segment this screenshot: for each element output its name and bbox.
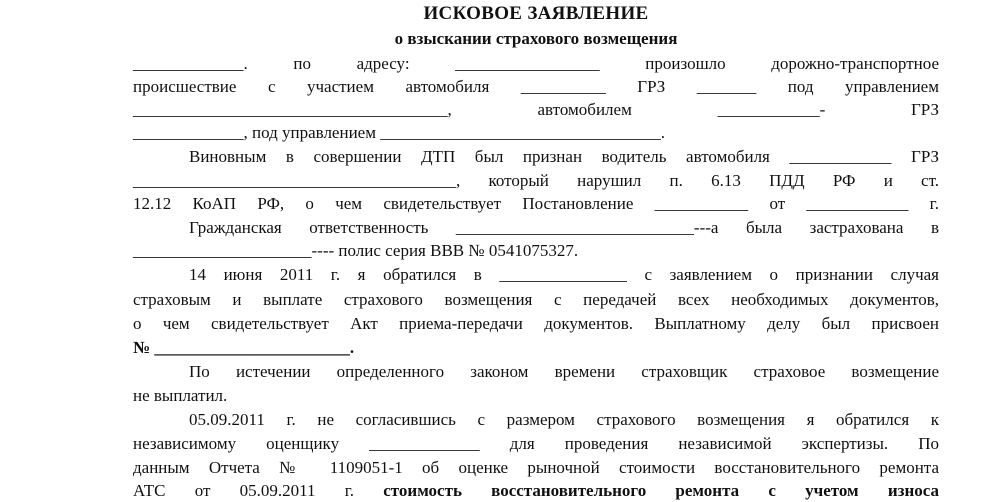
text-line: данным Отчета № 1109051-1 об оценке рыночной стоимости восстановительного ремонта [133,458,939,477]
text-line: _____________________________________, автомобилем ____________- ГРЗ [133,100,939,119]
text-line: Гражданская ответственность ____________________________---а была застрахована в [189,218,939,237]
document-subtitle: о взыскании страхового возмещения [394,29,678,48]
text-line: _____________. по адресу: _________________ произошло дорожно-транспортное [133,54,939,73]
text-line: 12.12 КоАП РФ, о чем свидетельствует Постановление ___________ от ____________ г. [133,194,939,213]
text-line: происшествие с участием автомобиля __________ ГРЗ _______ под управлением [133,77,939,96]
case-number-line: № _______________________. [133,338,355,357]
text-line: 05.09.2011 г. не согласившись с размером страхового возмещения я обратился к [189,410,939,429]
text-line: страховым и выплате страхового возмещения с передачей всех необходимых документов, [133,290,939,309]
text-line: не выплатил. [133,386,228,405]
text-line: По истечении определенного законом времени страховщик страховое возмещение [189,362,939,381]
last-line-plain: АТС от 05.09.2011 г. [133,481,355,500]
document-title: ИСКОВОЕ ЗАЯВЛЕНИЕ [423,3,649,24]
text-line: _____________________---- полис серия ВВВ № 0541075327. [133,241,579,260]
last-line-bold: стоимость восстановительного ремонта с учетом износа [383,481,940,500]
text-line: 14 июня 2011 г. я обратился в _______________ с заявлением о признании случая [189,265,939,284]
text-line: ______________________________________, который нарушил п. 6.13 ПДД РФ и ст. [133,171,939,190]
text-line: _____________, под управлением _________________________________. [133,123,665,142]
text-line: Виновным в совершении ДТП был признан водитель автомобиля ____________ ГРЗ [189,147,939,166]
text-line: о чем свидетельствует Акт приема-передачи документов. Выплатному делу был присвоен [133,314,939,333]
text-line: независимому оценщику _____________ для проведения независимой экспертизы. По [133,434,939,453]
